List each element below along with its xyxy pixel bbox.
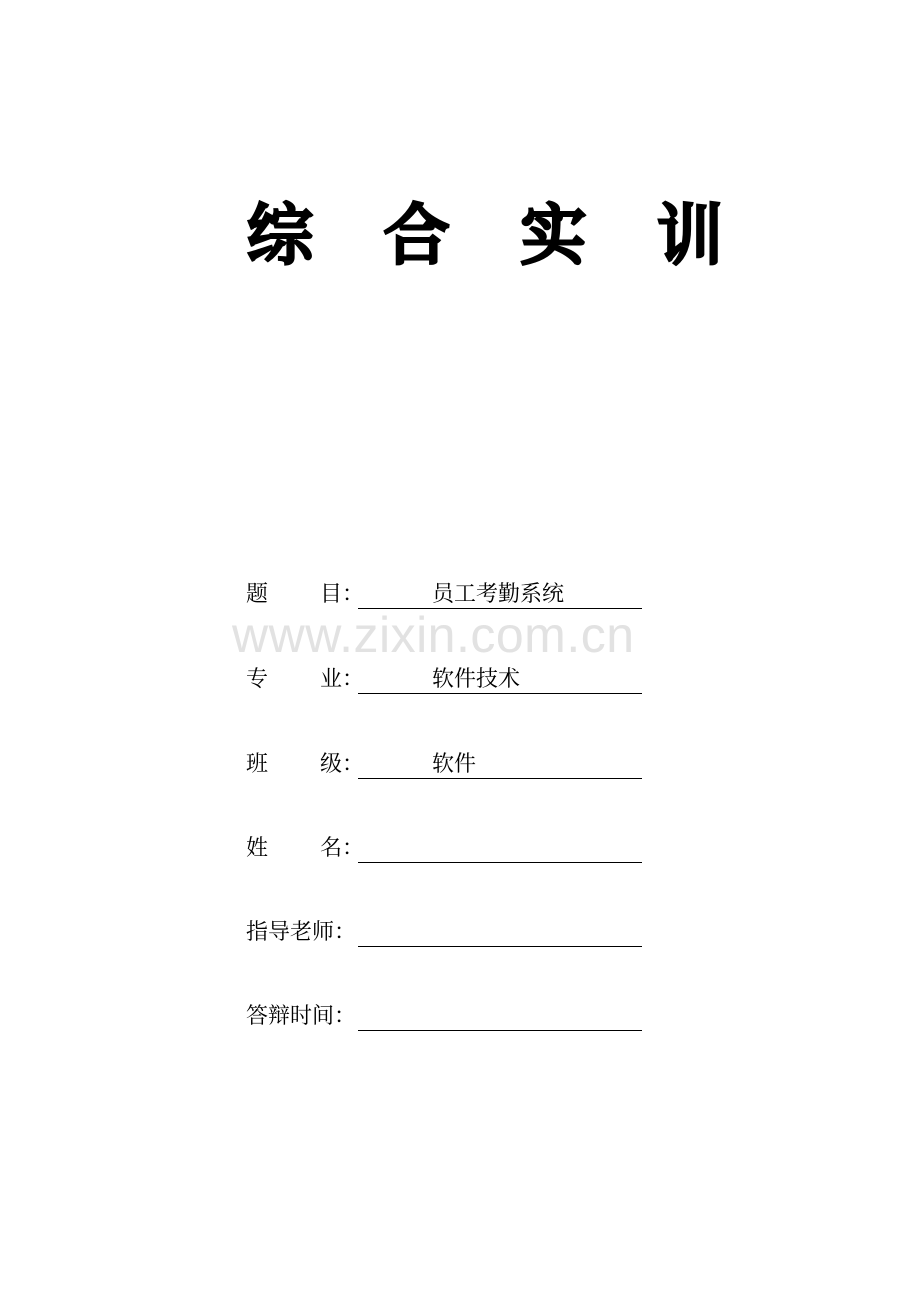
- field-label-first: 姓: [246, 836, 269, 861]
- title-char: 训: [656, 197, 723, 274]
- field-major: [246, 665, 646, 699]
- field-label-full: 答辩时间：: [246, 1004, 357, 1029]
- field-label-second: 级：: [320, 752, 365, 777]
- field-underline: [358, 778, 642, 779]
- field-advisor: [246, 918, 646, 952]
- field-value: 软件: [432, 752, 477, 777]
- field-label-first: 班: [246, 752, 269, 777]
- field-label-full: 指导老师：: [246, 920, 357, 945]
- field-topic: [246, 580, 646, 614]
- field-underline: [358, 1030, 642, 1031]
- field-defense-time: [246, 1002, 646, 1036]
- field-label-first: 专: [246, 667, 269, 692]
- title-char: 实: [520, 197, 587, 274]
- title-char: 综: [247, 197, 313, 274]
- field-label-second: 业：: [320, 667, 365, 692]
- field-name: [246, 834, 646, 868]
- field-label-second: 目：: [320, 582, 365, 607]
- field-label-first: 题: [246, 582, 269, 607]
- field-value: 软件技术: [432, 667, 521, 692]
- field-underline: [358, 946, 642, 947]
- title-char: 合: [383, 197, 450, 274]
- watermark-text: www.zixin.com.cn: [232, 607, 635, 663]
- field-label-second: 名：: [320, 836, 365, 861]
- field-class: [246, 750, 646, 784]
- document-title: [245, 196, 725, 276]
- field-value: 员工考勤系统: [432, 582, 565, 607]
- field-underline: [358, 862, 642, 863]
